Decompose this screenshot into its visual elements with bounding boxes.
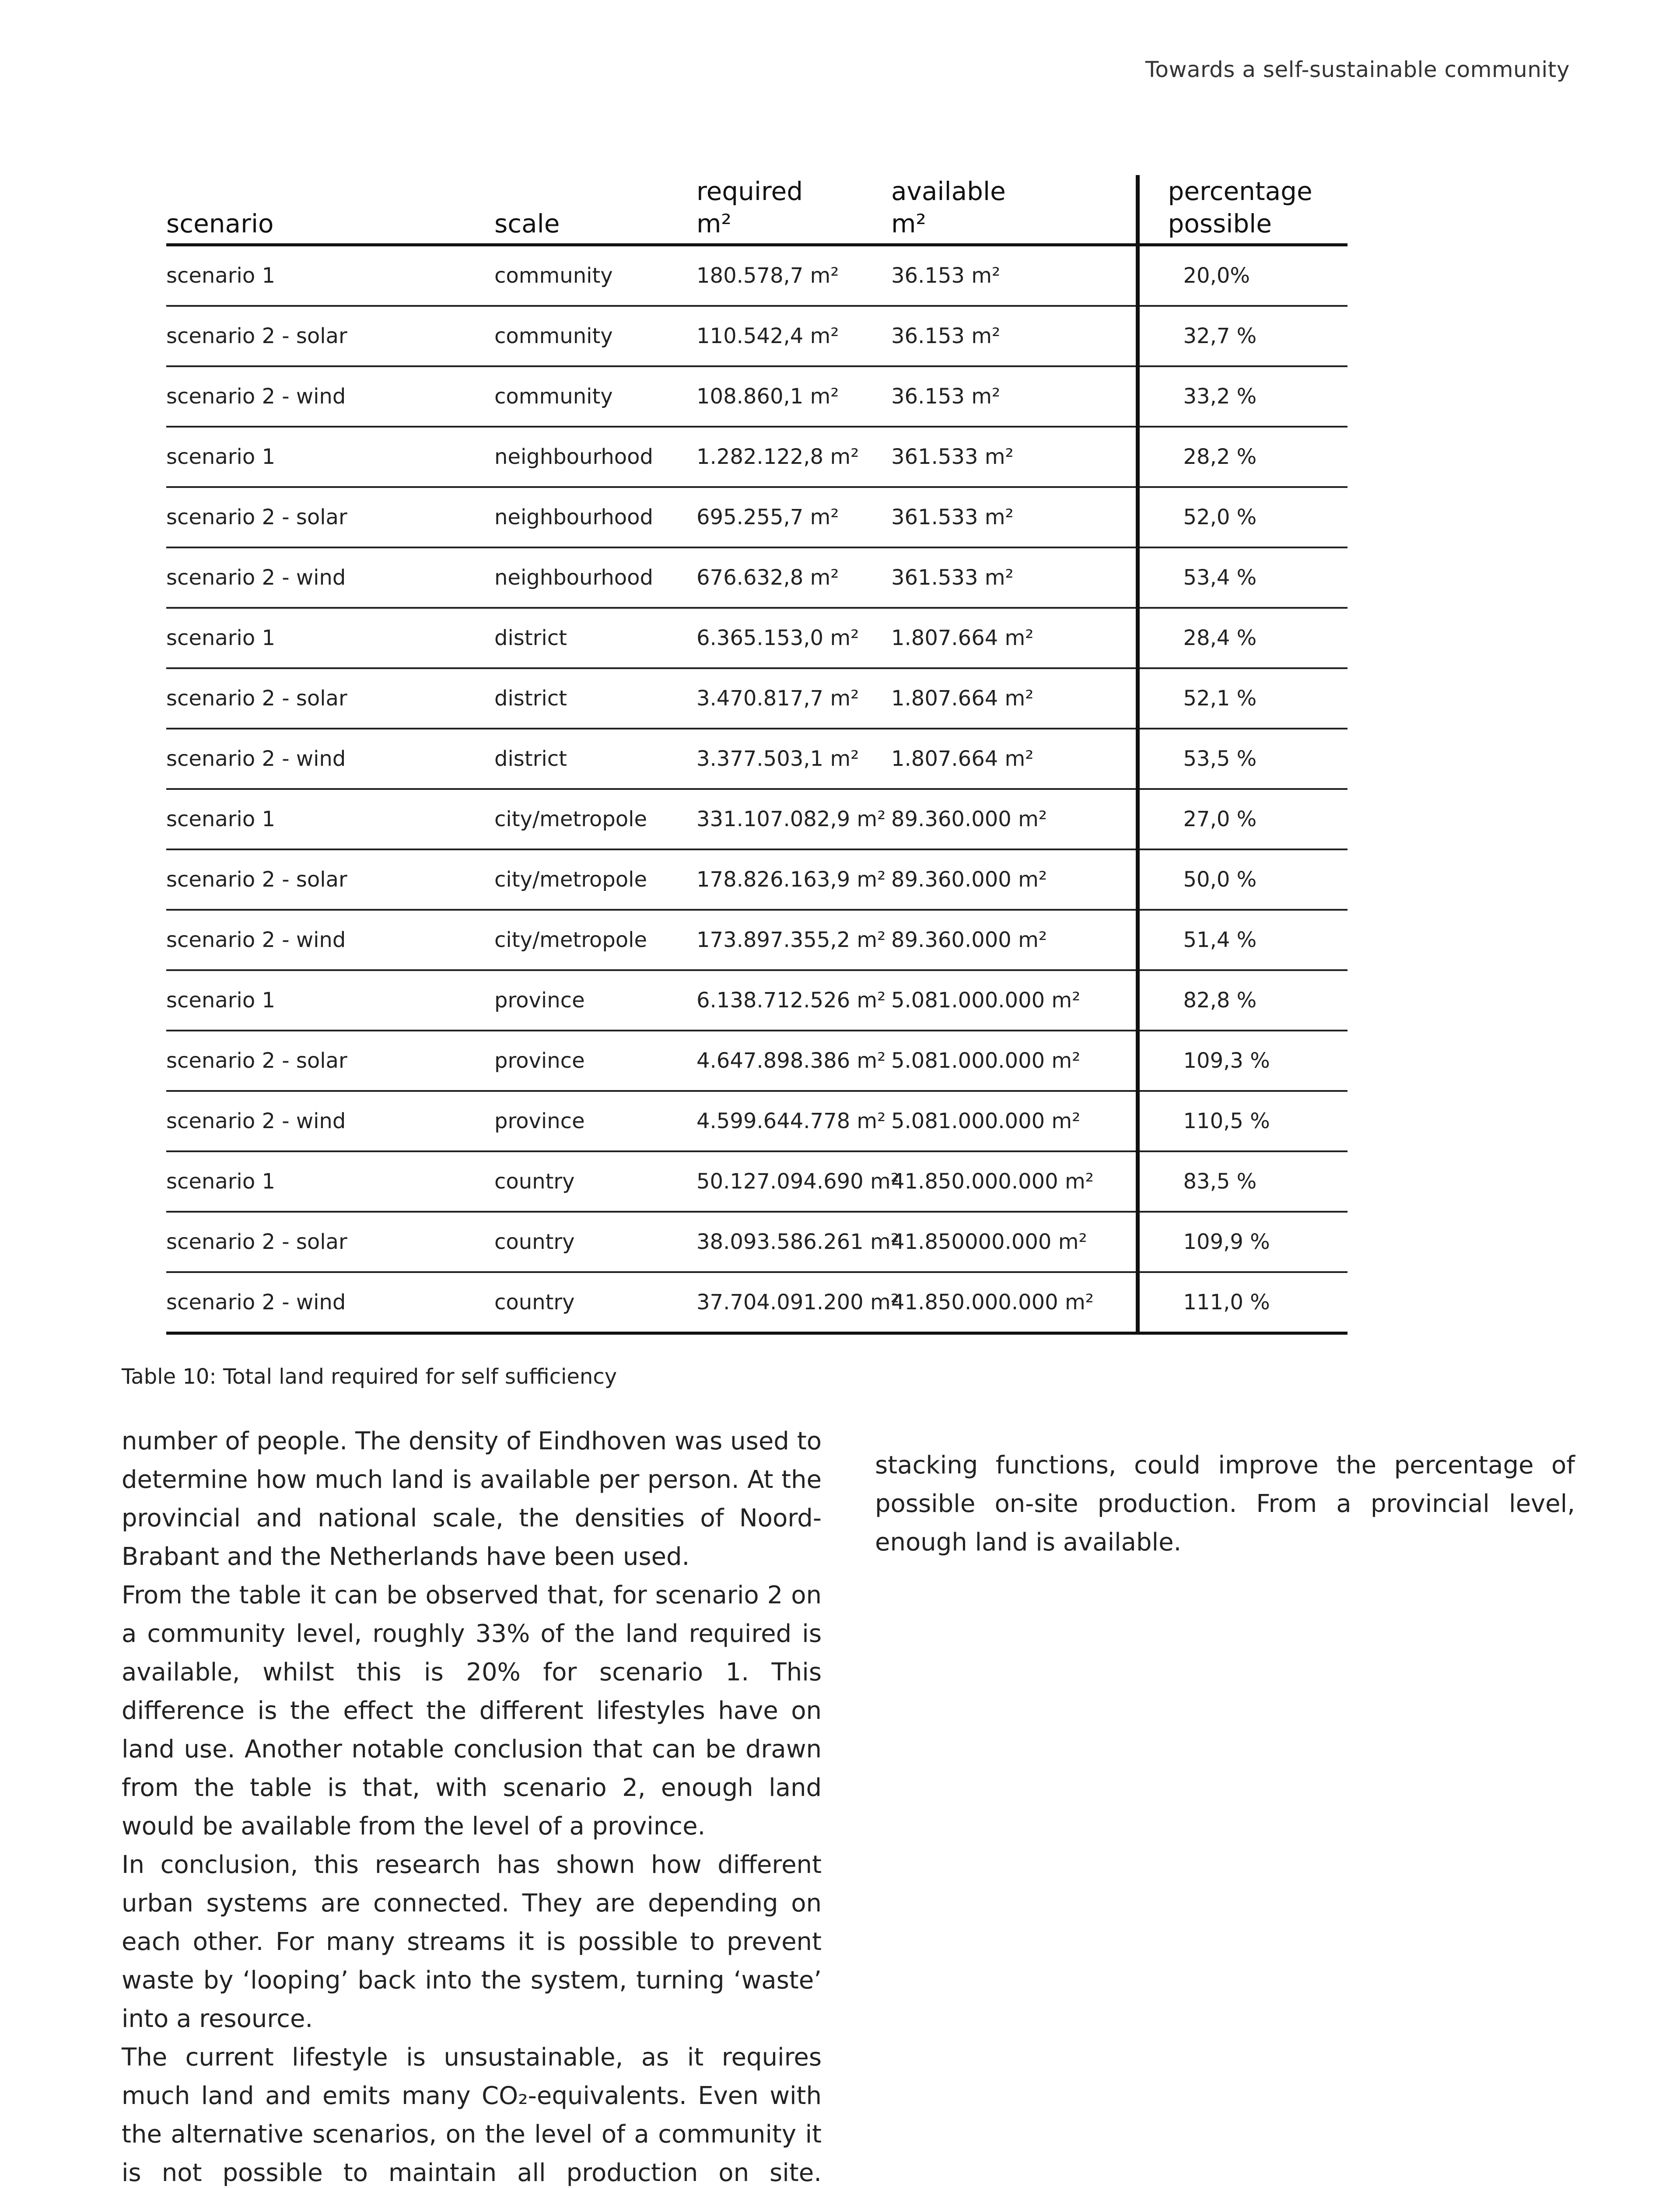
table-row <box>166 729 1348 789</box>
running-header: Towards a self-sustainable community <box>1145 57 1570 82</box>
header-required: required m² <box>696 175 891 245</box>
cell-percentage: 111,0 % <box>1138 1272 1348 1333</box>
cell-available: 5.081.000.000 m² <box>891 1031 1138 1091</box>
cell-scale: city/metropole <box>494 849 696 910</box>
cell-scale: country <box>494 1151 696 1212</box>
body-text-left-column <box>122 1422 822 2188</box>
cell-percentage: 53,5 % <box>1138 729 1348 789</box>
cell-available: 361.533 m² <box>891 427 1138 487</box>
table-row <box>166 849 1348 910</box>
cell-required: 3.377.503,1 m² <box>696 729 891 789</box>
table-row <box>166 547 1348 608</box>
cell-available: 361.533 m² <box>891 487 1138 547</box>
cell-required: 178.826.163,9 m² <box>696 849 891 910</box>
cell-percentage: 110,5 % <box>1138 1091 1348 1151</box>
cell-scale: neighbourhood <box>494 487 696 547</box>
cell-percentage: 52,0 % <box>1138 487 1348 547</box>
cell-scenario: scenario 2 - solar <box>166 1031 494 1091</box>
cell-available: 36.153 m² <box>891 306 1138 366</box>
body-paragraph: The current lifestyle is unsustainable, as it requires much land and emits many CO₂-equivalents. Even with the alternative scenarios, on the level of a community it is not possible to maintain all production on site. <box>122 2043 822 2187</box>
cell-available: 89.360.000 m² <box>891 910 1138 970</box>
cell-required: 50.127.094.690 m² <box>696 1151 891 1212</box>
cell-available: 1.807.664 m² <box>891 668 1138 729</box>
cell-required: 676.632,8 m² <box>696 547 891 608</box>
cell-required: 1.282.122,8 m² <box>696 427 891 487</box>
cell-scale: province <box>494 1091 696 1151</box>
cell-percentage: 28,2 % <box>1138 427 1348 487</box>
cell-scenario: scenario 2 - solar <box>166 1212 494 1272</box>
cell-required: 180.578,7 m² <box>696 245 891 306</box>
cell-required: 4.647.898.386 m² <box>696 1031 891 1091</box>
table-row <box>166 1031 1348 1091</box>
cell-scale: district <box>494 668 696 729</box>
cell-percentage: 109,3 % <box>1138 1031 1348 1091</box>
table-row <box>166 668 1348 729</box>
table-row <box>166 789 1348 849</box>
cell-required: 173.897.355,2 m² <box>696 910 891 970</box>
cell-scale: country <box>494 1212 696 1272</box>
body-paragraph: stacking functions, could improve the percentage of possible on-site production. From a provincial level, enough land is available. <box>875 1451 1575 1557</box>
cell-available: 41.850.000.000 m² <box>891 1272 1138 1333</box>
body-text-right-column <box>875 1446 1575 1562</box>
cell-scenario: scenario 1 <box>166 608 494 668</box>
table-row <box>166 1091 1348 1151</box>
cell-scenario: scenario 2 - wind <box>166 1091 494 1151</box>
cell-available: 5.081.000.000 m² <box>891 1091 1138 1151</box>
body-paragraph: number of people. The density of Eindhoven was used to determine how much land is available per person. At the provincial and national scale, the densities of Noord-Brabant and the Netherlands have been used. <box>122 1427 822 1571</box>
table-body <box>166 245 1348 1333</box>
cell-required: 3.470.817,7 m² <box>696 668 891 729</box>
table-row <box>166 1151 1348 1212</box>
cell-available: 361.533 m² <box>891 547 1138 608</box>
cell-scale: province <box>494 970 696 1031</box>
cell-percentage: 83,5 % <box>1138 1151 1348 1212</box>
table-row <box>166 427 1348 487</box>
cell-percentage: 53,4 % <box>1138 547 1348 608</box>
cell-scenario: scenario 2 - solar <box>166 306 494 366</box>
table-row <box>166 306 1348 366</box>
cell-scenario: scenario 2 - solar <box>166 487 494 547</box>
cell-required: 37.704.091.200 m² <box>696 1272 891 1333</box>
cell-scale: neighbourhood <box>494 427 696 487</box>
land-table-container <box>166 175 1348 1335</box>
cell-scale: community <box>494 366 696 427</box>
header-scale: scale <box>494 175 696 245</box>
cell-scale: community <box>494 245 696 306</box>
cell-scenario: scenario 1 <box>166 245 494 306</box>
cell-scenario: scenario 2 - wind <box>166 547 494 608</box>
cell-scale: province <box>494 1031 696 1091</box>
cell-required: 108.860,1 m² <box>696 366 891 427</box>
cell-scale: district <box>494 729 696 789</box>
cell-available: 36.153 m² <box>891 366 1138 427</box>
cell-available: 41.850000.000 m² <box>891 1212 1138 1272</box>
cell-scale: city/metropole <box>494 789 696 849</box>
cell-required: 6.138.712.526 m² <box>696 970 891 1031</box>
cell-available: 89.360.000 m² <box>891 789 1138 849</box>
cell-scenario: scenario 2 - wind <box>166 1272 494 1333</box>
table-caption: Table 10: Total land required for self sufficiency <box>122 1364 617 1389</box>
cell-available: 36.153 m² <box>891 245 1138 306</box>
cell-scale: neighbourhood <box>494 547 696 608</box>
body-paragraph: In conclusion, this research has shown how different urban systems are connected. They are depending on each other. For many streams it is possible to prevent waste by ‘looping’ back into the system, turning ‘waste’ into a resource. <box>122 1851 822 2033</box>
cell-available: 1.807.664 m² <box>891 608 1138 668</box>
cell-scale: district <box>494 608 696 668</box>
cell-available: 1.807.664 m² <box>891 729 1138 789</box>
table-row <box>166 487 1348 547</box>
cell-required: 110.542,4 m² <box>696 306 891 366</box>
cell-percentage: 28,4 % <box>1138 608 1348 668</box>
table-row <box>166 970 1348 1031</box>
table-header <box>166 175 1348 245</box>
header-scenario: scenario <box>166 175 494 245</box>
cell-percentage: 52,1 % <box>1138 668 1348 729</box>
cell-available: 41.850.000.000 m² <box>891 1151 1138 1212</box>
cell-scenario: scenario 2 - wind <box>166 729 494 789</box>
cell-scenario: scenario 2 - solar <box>166 849 494 910</box>
table-row <box>166 1212 1348 1272</box>
cell-percentage: 82,8 % <box>1138 970 1348 1031</box>
table-row <box>166 366 1348 427</box>
cell-scenario: scenario 2 - wind <box>166 366 494 427</box>
land-required-table <box>166 175 1348 1335</box>
cell-percentage: 51,4 % <box>1138 910 1348 970</box>
cell-required: 38.093.586.261 m² <box>696 1212 891 1272</box>
cell-available: 5.081.000.000 m² <box>891 970 1138 1031</box>
header-percentage: percentage possible <box>1138 175 1348 245</box>
cell-percentage: 20,0% <box>1138 245 1348 306</box>
cell-required: 331.107.082,9 m² <box>696 789 891 849</box>
cell-required: 695.255,7 m² <box>696 487 891 547</box>
table-row <box>166 608 1348 668</box>
cell-scenario: scenario 1 <box>166 1151 494 1212</box>
cell-percentage: 27,0 % <box>1138 789 1348 849</box>
header-available: available m² <box>891 175 1138 245</box>
cell-percentage: 33,2 % <box>1138 366 1348 427</box>
cell-percentage: 50,0 % <box>1138 849 1348 910</box>
cell-required: 4.599.644.778 m² <box>696 1091 891 1151</box>
cell-percentage: 109,9 % <box>1138 1212 1348 1272</box>
cell-scenario: scenario 1 <box>166 427 494 487</box>
cell-scale: country <box>494 1272 696 1333</box>
cell-scenario: scenario 2 - wind <box>166 910 494 970</box>
table-row <box>166 245 1348 306</box>
cell-scale: city/metropole <box>494 910 696 970</box>
cell-available: 89.360.000 m² <box>891 849 1138 910</box>
cell-scenario: scenario 2 - solar <box>166 668 494 729</box>
table-row <box>166 910 1348 970</box>
cell-scenario: scenario 1 <box>166 789 494 849</box>
cell-scenario: scenario 1 <box>166 970 494 1031</box>
table-row <box>166 1272 1348 1333</box>
cell-required: 6.365.153,0 m² <box>696 608 891 668</box>
cell-percentage: 32,7 % <box>1138 306 1348 366</box>
cell-scale: community <box>494 306 696 366</box>
body-paragraph: From the table it can be observed that, for scenario 2 on a community level, roughly 33% of the land required is available, whilst this is 20% for scenario 1. This difference is the effect the different lifestyles have on land use. Another notable conclusion that can be drawn from the table is that, with scenario 2, enough land would be available from the level of a province. <box>122 1581 822 1841</box>
